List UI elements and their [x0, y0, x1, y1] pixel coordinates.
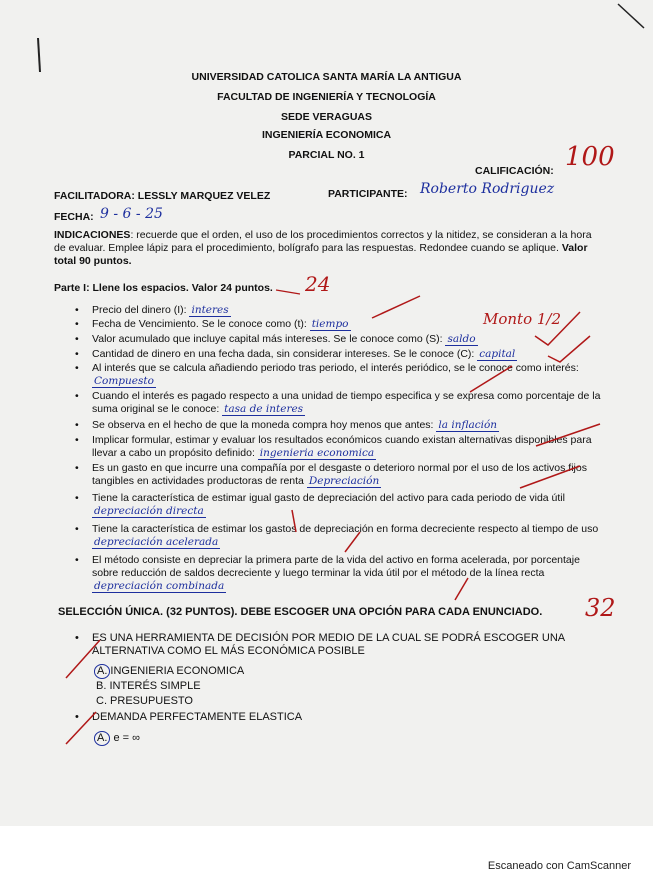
scan-edge-mark: [38, 38, 40, 72]
date-label: FECHA:: [54, 211, 94, 223]
item-answer: la inflación: [438, 419, 498, 431]
item-answer: interes: [191, 304, 229, 316]
item-text: Tiene la característica de estimar los gastos de depreciación en forma decreciente respecto al tiempo de uso: [92, 523, 599, 535]
item-text: Se observa en el hecho de que la moneda compra hoy menos que antes:: [92, 419, 437, 431]
check-mark: [345, 532, 360, 552]
list-item: • Se observa en el hecho de que la moneda compra hoy menos que antes: la inflación: [75, 419, 498, 431]
check-mark: [455, 578, 468, 600]
item-text: El método consiste en depreciar la primera parte de la vida del activo en forma acelerada, por porcentaje sobre reducción de saldos decreciente y luego terminar la vida útil por el método de la línea recta: [92, 554, 580, 579]
list-item: • Es un gasto en que incurre una compañía por el desgaste o deterioro normal por el uso de los activos fijos tangibles en actividades productoras de renta Depreciación: [75, 462, 587, 487]
item-answer: ingenieria economica: [259, 447, 375, 459]
item-answer: tasa de interes: [224, 403, 304, 415]
check-mark: [66, 640, 100, 678]
item-answer: tiempo: [311, 318, 349, 330]
list-item: • Tiene la característica de estimar igual gasto de depreciación del activo para cada periodo de vida útil depreciación directa: [75, 492, 565, 517]
item-text: Fecha de Vencimiento. Se le conoce como (t):: [92, 318, 310, 330]
instructions-label: INDICACIONES: [54, 229, 131, 241]
list-item: • Precio del dinero (I): interes: [75, 304, 229, 316]
option-a-text: INGENIERIA ECONOMICA: [110, 665, 245, 677]
q2-option-a-text: e = ∞: [113, 732, 140, 744]
item-answer: depreciación directa: [94, 505, 204, 517]
facilitator-label: FACILITADORA: LESSLY MARQUEZ VELEZ: [54, 190, 271, 202]
participant-label: PARTICIPANTE:: [328, 188, 408, 200]
date-value: 9 - 6 - 25: [100, 206, 163, 222]
option-b: B. INTERÉS SIMPLE: [96, 680, 201, 692]
scanner-watermark: Escaneado con CamScanner: [487, 860, 631, 872]
part2-score: 32: [585, 594, 616, 622]
item-answer: Compuesto: [94, 375, 154, 387]
list-item: • Implicar formular, estimar y evaluar los resultados económicos cuando existan alternativas disponibles para llevar a cabo un propósito definido: ingenieria economica: [75, 434, 592, 459]
check-mark: [372, 296, 420, 318]
list-item: • Al interés que se calcula añadiendo periodo tras periodo, el interés periódico, se le conoce como interés: Compuesto: [75, 362, 579, 387]
underline-mark: [276, 290, 300, 294]
option-a-letter: A.: [94, 664, 110, 679]
question-1: • ES UNA HERRAMIENTA DE DECISIÓN POR MEDIO DE LA CUAL SE PODRÁ ESCOGER UNA ALTERNATIVA COMO EL MÁS ECONÓMICA POSIBLE: [75, 632, 565, 657]
item-text: Al interés que se calcula añadiendo periodo tras periodo, el interés periódico, se le conoce como interés:: [92, 362, 579, 374]
item-answer: depreciación combinada: [94, 580, 225, 592]
question-text: ES UNA HERRAMIENTA DE DECISIÓN POR MEDIO DE LA CUAL SE PODRÁ ESCOGER UNA ALTERNATIVA COMO EL MÁS ECONÓMICA POSIBLE: [92, 632, 565, 657]
item-text: Valor acumulado que incluye capital más intereses. Se le conoce como (S):: [92, 333, 446, 345]
list-item: • Cantidad de dinero en una fecha dada, sin considerar intereses. Se le conoce (C): capital: [75, 348, 516, 360]
instructions-text: : recuerde que el orden, el uso de los procedimientos correctos y la nitidez, se consideran a la hora de evaluar. Emplee lápiz para el procedimiento, bolígrafo para las respuestas. Redondee cuando se aplique.: [54, 229, 592, 254]
list-item: • Cuando el interés es pagado respecto a una unidad de tiempo especifica y se expresa como porcentaje de la suma original se le conoce: tasa de interes: [75, 390, 601, 415]
check-mark: [292, 510, 296, 532]
scan-edge-mark: [618, 4, 644, 28]
question-2: • DEMANDA PERFECTAMENTE ELASTICA: [75, 711, 303, 723]
faculty-name: FACULTAD DE INGENIERÍA Y TECNOLOGÍA: [217, 91, 436, 103]
grade-value: 100: [565, 142, 615, 172]
question-text: DEMANDA PERFECTAMENTE ELASTICA: [92, 711, 303, 723]
item-answer: Depreciación: [308, 475, 380, 487]
campus-name: SEDE VERAGUAS: [280, 111, 373, 123]
check-mark: [536, 424, 600, 446]
check-mark: [520, 466, 580, 488]
instructions-total: Valor total 90 puntos.: [54, 242, 588, 267]
list-item: • El método consiste en depreciar la primera parte de la vida del activo en forma acelerada, por porcentaje sobre reducción de saldos decreciente y luego terminar la vida útil por el método de la línea recta depreciación combinada: [75, 554, 580, 592]
check-mark: [470, 366, 512, 392]
item-answer: capital: [479, 348, 516, 360]
part1-title: Parte I: Llene los espacios. Valor 24 puntos.: [54, 282, 273, 294]
option-c: C. PRESUPUESTO: [96, 695, 193, 707]
item-text: Implicar formular, estimar y evaluar los resultados económicos cuando existan alternativas disponibles para llevar a cabo un propósito definido:: [92, 434, 592, 459]
margin-note: Monto 1/2: [483, 310, 562, 328]
list-item: • Tiene la característica de estimar los gastos de depreciación en forma decreciente respecto al tiempo de uso depreciación acelerada: [75, 523, 599, 548]
check-mark: [548, 336, 590, 362]
item-text: Cuando el interés es pagado respecto a una unidad de tiempo especifica y se expresa como porcentaje de la suma original se le conoce:: [92, 390, 601, 415]
part2-title: SELECCIÓN ÚNICA. (32 PUNTOS). DEBE ESCOGER UNA OPCIÓN PARA CADA ENUNCIADO.: [58, 606, 543, 618]
item-text: Precio del dinero (I):: [92, 304, 190, 316]
university-name: UNIVERSIDAD CATOLICA SANTA MARÍA LA ANTIGUA: [191, 71, 462, 83]
q2-option-a-letter: A.: [94, 731, 110, 746]
check-mark: [66, 712, 96, 744]
item-text: Tiene la característica de estimar igual gasto de depreciación del activo para cada periodo de vida útil: [92, 492, 565, 504]
list-item: • Fecha de Vencimiento. Se le conoce como (t): tiempo: [75, 318, 349, 330]
item-text: Es un gasto en que incurre una compañía por el desgaste o deterioro normal por el uso de los activos fijos tangibles en actividades productoras de renta: [92, 462, 587, 487]
participant-name: Roberto Rodriguez: [420, 181, 555, 197]
item-answer: saldo: [447, 333, 476, 345]
item-text: Cantidad de dinero en una fecha dada, sin considerar intereses. Se le conoce (C):: [92, 348, 478, 360]
part1-score: 24: [305, 272, 331, 296]
course-name: INGENIERÍA ECONOMICA: [261, 129, 392, 141]
exam-title: PARCIAL NO. 1: [288, 149, 365, 161]
item-answer: depreciación acelerada: [94, 536, 219, 548]
grade-label: CALIFICACIÓN:: [475, 165, 554, 177]
list-item: • Valor acumulado que incluye capital más intereses. Se le conoce como (S): saldo: [75, 333, 476, 345]
check-mark: [535, 312, 580, 345]
